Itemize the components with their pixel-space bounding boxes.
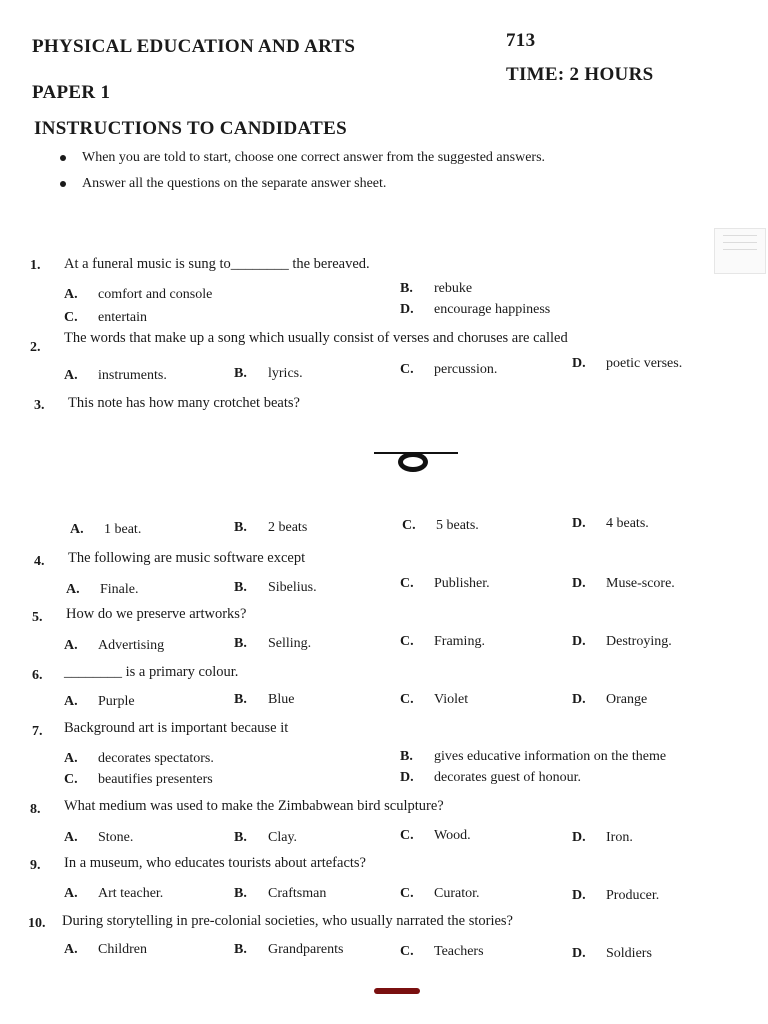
instruction-item: Answer all the questions on the separate answer sheet. (60, 176, 386, 192)
option-item: B. Craftsman (234, 886, 327, 901)
bullet-icon (60, 155, 66, 161)
question-number: 3. (34, 398, 45, 413)
question-number: 7. (32, 724, 43, 739)
question-number: 4. (34, 554, 45, 569)
question-text: Background art is important because it (64, 720, 289, 736)
question-text: The words that make up a song which usually consist of verses and choruses are called (64, 330, 568, 346)
option-item: B. 2 beats (234, 520, 308, 535)
option-item: C. entertain (64, 310, 147, 325)
option-item: A. Finale. (66, 582, 139, 597)
option-item: B. Grandparents (234, 942, 344, 957)
option-item: C. beautifies presenters (64, 772, 213, 787)
instructions-title: INSTRUCTIONS TO CANDIDATES (34, 118, 347, 139)
paper-label: PAPER 1 (32, 82, 111, 103)
option-item: B. Sibelius. (234, 580, 317, 595)
page-footer-mark (374, 988, 420, 994)
subject-title: PHYSICAL EDUCATION AND ARTS (32, 36, 356, 57)
option-item: D. Iron. (572, 830, 633, 845)
option-item: D. Orange (572, 692, 648, 707)
option-item: C. Teachers (400, 944, 484, 959)
option-item: C. Curator. (400, 886, 480, 901)
question-text: In a museum, who educates tourists about artefacts? (64, 855, 366, 871)
option-item: A. Art teacher. (64, 886, 164, 901)
question-number: 9. (30, 858, 41, 873)
option-item: D. encourage happiness (400, 302, 551, 317)
option-item: D. Muse-score. (572, 576, 675, 591)
option-item: A. decorates spectators. (64, 751, 214, 766)
instruction-item: When you are told to start, choose one correct answer from the suggested answers. (60, 150, 545, 166)
option-item: D. Producer. (572, 888, 660, 903)
option-item: C. Framing. (400, 634, 485, 649)
question-text: This note has how many crotchet beats? (68, 395, 300, 411)
question-number: 10. (28, 916, 46, 931)
bullet-icon (60, 181, 66, 187)
option-item: C. 5 beats. (402, 518, 479, 533)
option-item: A. Advertising (64, 638, 165, 653)
option-item: B. Blue (234, 692, 295, 707)
option-item: A. Stone. (64, 830, 134, 845)
question-text: During storytelling in pre-colonial societies, who usually narrated the stories? (62, 913, 513, 929)
option-item: C. Publisher. (400, 576, 490, 591)
option-item: B. Selling. (234, 636, 312, 651)
option-item: A. 1 beat. (70, 522, 142, 537)
question-number: 8. (30, 802, 41, 817)
question-text: At a funeral music is sung to________ the bereaved. (64, 256, 370, 272)
semibreve-note-icon (374, 446, 458, 478)
question-number: 6. (32, 668, 43, 683)
paper-code: 713 (506, 30, 536, 51)
question-number: 5. (32, 610, 43, 625)
option-item: B. rebuke (400, 281, 473, 296)
question-text: How do we preserve artworks? (66, 606, 247, 622)
option-item: C. Violet (400, 692, 469, 707)
question-text: ________ is a primary colour. (64, 664, 239, 680)
option-item: C. Wood. (400, 828, 471, 843)
question-number: 1. (30, 258, 41, 273)
option-item: A. Purple (64, 694, 135, 709)
question-number: 2. (30, 340, 41, 355)
option-item: A. Children (64, 942, 147, 957)
option-item: D. poetic verses. (572, 356, 683, 371)
option-item: B. gives educative information on the theme (400, 749, 667, 764)
option-item: D. decorates guest of honour. (400, 770, 581, 785)
question-text: What medium was used to make the Zimbabwean bird sculpture? (64, 798, 444, 814)
option-item: D. Destroying. (572, 634, 672, 649)
option-item: A. instruments. (64, 368, 167, 383)
note-head (398, 452, 428, 472)
option-item: B. lyrics. (234, 366, 303, 381)
time-label: TIME: 2 HOURS (506, 64, 654, 85)
option-item: D. 4 beats. (572, 516, 649, 531)
menu-lines-icon[interactable] (714, 228, 766, 274)
option-item: B. Clay. (234, 830, 298, 845)
option-item: A. comfort and console (64, 287, 213, 302)
option-item: D. Soldiers (572, 946, 652, 961)
question-text: The following are music software except (68, 550, 306, 566)
option-item: C. percussion. (400, 362, 498, 377)
